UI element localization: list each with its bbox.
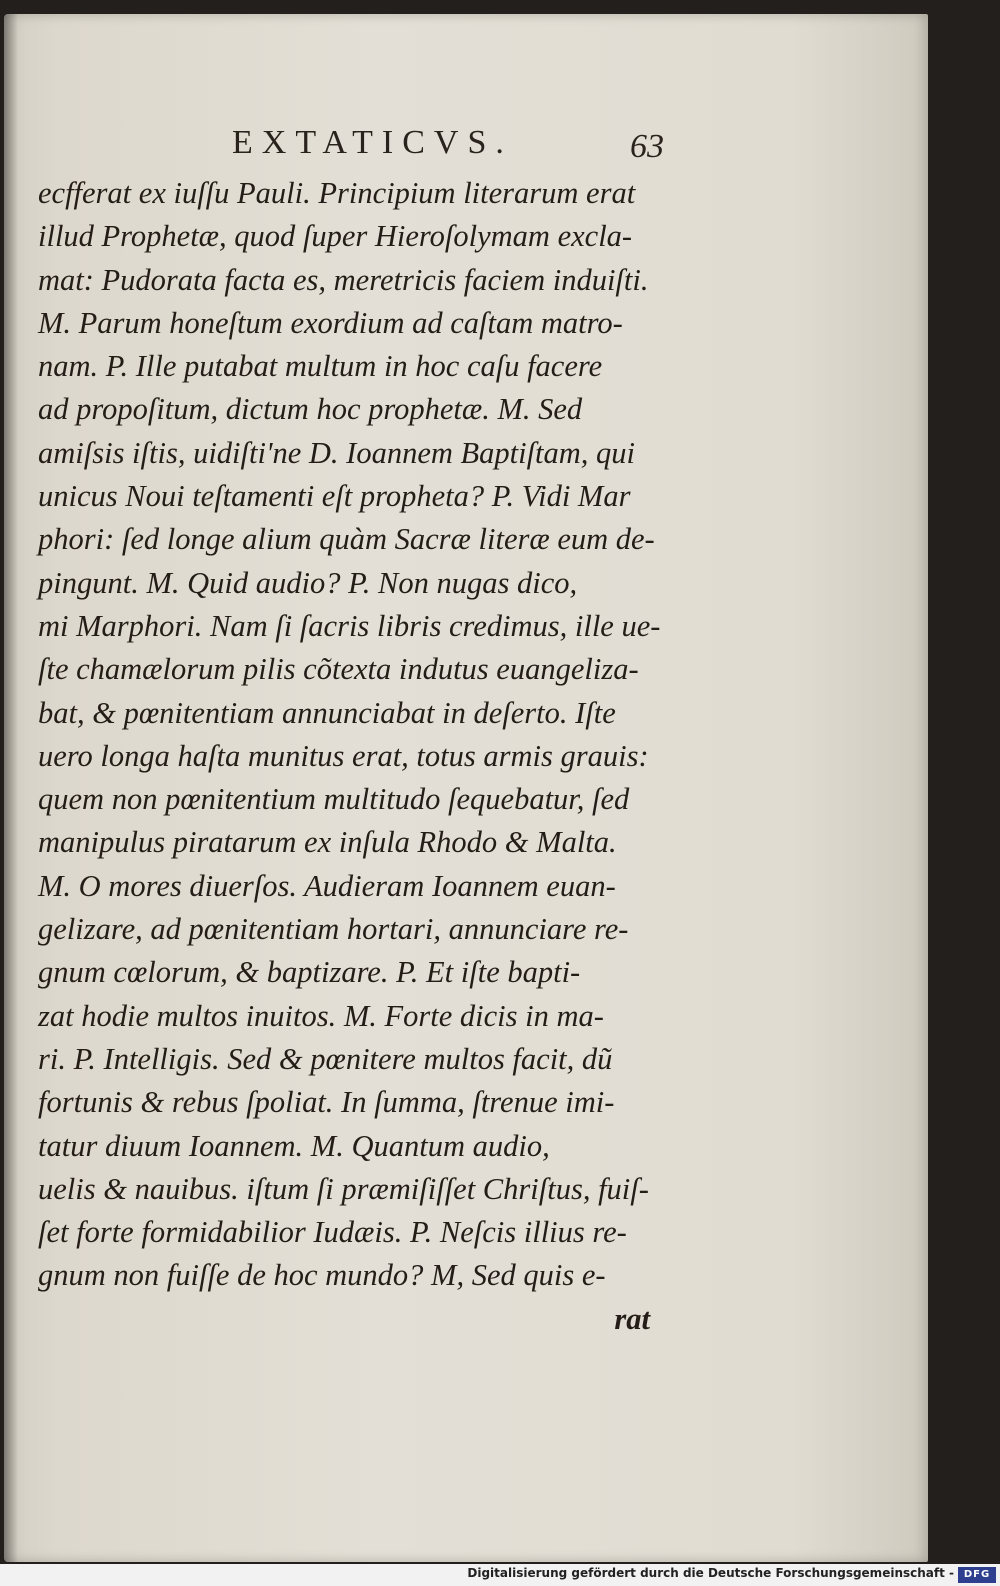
text-line: ri. P. Intelligis. Sed & pœnitere multos facit, dũ bbox=[38, 1041, 613, 1076]
text-line: fortunis & rebus ſpoliat. In ſumma, ſtrenue imi- bbox=[38, 1085, 615, 1120]
text-line: gnum cœlorum, & baptizare. P. Et iſte bapti- bbox=[38, 955, 581, 990]
page-gutter-shadow bbox=[4, 14, 18, 1562]
text-line: ſet forte formidabilior Iudæis. P. Neſcis illius re- bbox=[38, 1215, 627, 1250]
text-line: quem non pœnitentium multitudo ſequebatur, ſed bbox=[38, 782, 630, 817]
text-line: amiſsis iſtis, uidiſti'ne D. Ioannem Baptiſtam, qui bbox=[38, 435, 636, 470]
text-line: ecfferat ex iuſſu Pauli. Principium literarum erat bbox=[38, 176, 636, 210]
text-line: unicus Noui teſtamenti eſt propheta? P. Vidi Mar bbox=[38, 479, 631, 514]
text-line: illud Prophetæ, quod ſuper Hieroſolymam excla- bbox=[38, 219, 633, 254]
text-line: pingunt. M. Quid audio? P. Non nugas dico, bbox=[38, 565, 578, 600]
text-line: uero longa haſta munitus erat, totus armis grauis: bbox=[38, 738, 649, 773]
text-line: gnum non fuiſſe de hoc mundo? M, Sed quis e- bbox=[38, 1258, 606, 1293]
dfg-logo: DFG bbox=[958, 1567, 996, 1583]
text-line: ad propoſitum, dictum hoc prophetæ. M. Sed bbox=[38, 392, 583, 427]
text-line: uelis & nauibus. iſtum ſi præmiſiſſet Chriſtus, fuiſ- bbox=[38, 1171, 649, 1206]
text-line: tatur diuum Ioannem. M. Quantum audio, bbox=[38, 1128, 550, 1163]
text-line: mi Marphori. Nam ſi ſacris libris credimus, ille ue- bbox=[38, 608, 661, 643]
text-line: ſte chamælorum pilis cõtexta indutus euangeliza- bbox=[38, 652, 639, 687]
text-line: nam. P. Ille putabat multum in hoc caſu facere bbox=[38, 349, 603, 384]
catchword: rat bbox=[614, 1301, 650, 1336]
running-head: EXTATICVS. bbox=[232, 124, 513, 161]
funding-credit: Digitalisierung gefördert durch die Deutsche Forschungsgemeinschaft - bbox=[467, 1566, 954, 1580]
text-line: bat, & pœnitentiam annunciabat in deſerto. Iſte bbox=[38, 695, 616, 730]
text-line: M. Parum honeſtum exordium ad caſtam matro- bbox=[38, 305, 623, 340]
page-number: 63 bbox=[630, 128, 664, 165]
text-line: mat: Pudorata facta es, meretricis faciem induiſti. bbox=[38, 262, 649, 297]
text-line: zat hodie multos inuitos. M. Forte dicis in ma- bbox=[38, 998, 604, 1033]
text-line: manipulus piratarum ex inſula Rhodo & Malta. bbox=[38, 825, 617, 860]
text-line: phori: ſed longe alium quàm Sacræ literæ eum de- bbox=[38, 522, 655, 557]
text-line: M. O mores diuerſos. Audieram Ioannem euan- bbox=[38, 868, 616, 903]
text-line: gelizare, ad pœnitentiam hortari, annunciare re- bbox=[38, 912, 629, 947]
body-text bbox=[38, 172, 678, 1341]
